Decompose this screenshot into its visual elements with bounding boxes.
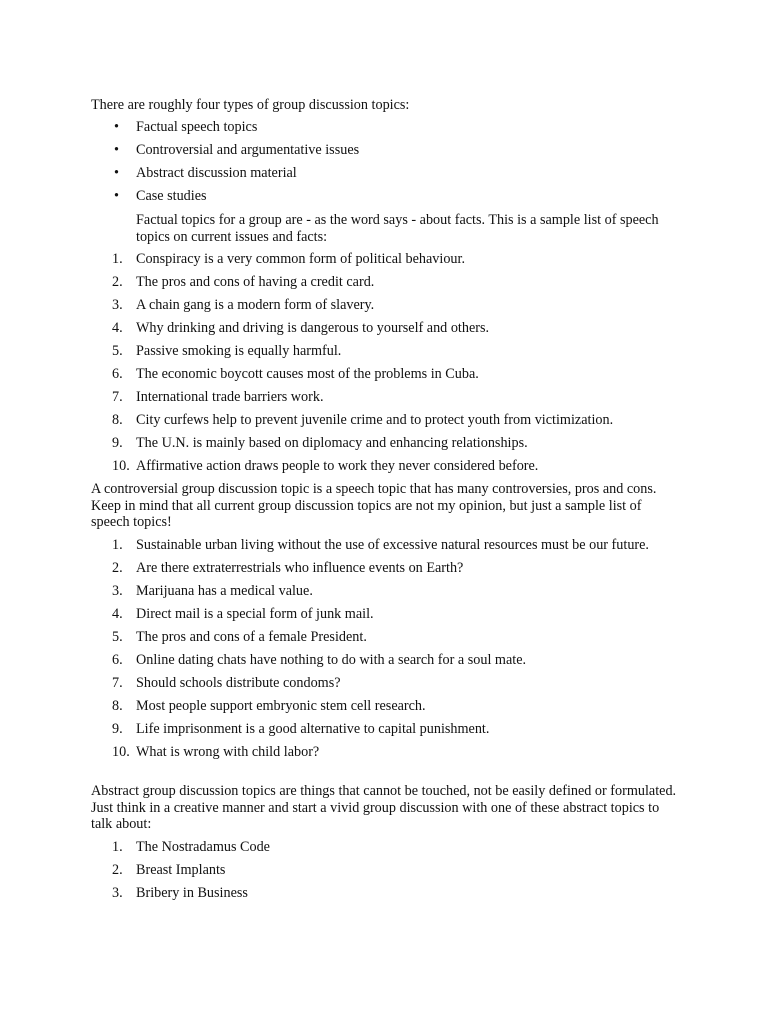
list-item-text: The Nostradamus Code: [136, 839, 270, 855]
bullet-icon: •: [114, 188, 119, 204]
list-item: [0, 274, 690, 291]
list-item: [0, 165, 700, 182]
list-item-text: Case studies: [136, 188, 207, 204]
list-item: [0, 320, 690, 337]
topic-types-list: [0, 119, 700, 211]
list-number: 5.: [112, 343, 123, 359]
list-number: 2.: [112, 862, 123, 878]
list-item: [0, 458, 690, 475]
list-item: [0, 412, 690, 429]
list-item-text: Most people support embryonic stem cell research.: [136, 698, 426, 714]
factual-topics-list: [0, 251, 690, 481]
list-number: 4.: [112, 606, 123, 622]
list-item-text: Online dating chats have nothing to do with a search for a soul mate.: [136, 652, 527, 668]
list-item-text: Life imprisonment is a good alternative to capital punishment.: [136, 721, 490, 737]
list-item: [0, 188, 700, 205]
list-number: 9.: [112, 721, 123, 737]
list-item-text: Marijuana has a medical value.: [136, 583, 313, 599]
list-item-text: Breast Implants: [136, 862, 226, 878]
factual-intro-paragraph: Factual topics for a group are - as the word says - about facts. This is a sample list of speech topics on current issues and facts:: [136, 212, 659, 245]
list-number: 2.: [112, 560, 123, 576]
list-number: 3.: [112, 297, 123, 313]
abstract-intro-paragraph: Abstract group discussion topics are things that cannot be touched, not be easily defined or formulated. Just think in a creative manner and start a vivid group discussion with one of these abstract topics to talk about:: [91, 783, 677, 832]
list-number: 7.: [112, 675, 123, 691]
list-number: 8.: [112, 698, 123, 714]
bullet-icon: •: [114, 119, 119, 135]
list-item: [0, 885, 690, 902]
list-item-text: Direct mail is a special form of junk mail.: [136, 606, 374, 622]
list-item-text: The pros and cons of a female President.: [136, 629, 367, 645]
list-item: [0, 297, 690, 314]
list-item-text: Sustainable urban living without the use of excessive natural resources must be our future.: [136, 537, 649, 553]
list-item: [0, 839, 690, 856]
list-number: 1.: [112, 251, 123, 267]
list-item: [0, 560, 690, 577]
list-item-text: The pros and cons of having a credit card.: [136, 274, 375, 290]
list-number: 4.: [112, 320, 123, 336]
list-item-text: Are there extraterrestrials who influence events on Earth?: [136, 560, 464, 576]
list-item: [0, 744, 690, 761]
controversial-intro-paragraph: A controversial group discussion topic is a speech topic that has many controversies, pros and cons. Keep in mind that all current group discussion topics are not my opinion, but just a sample list of speech topics!: [91, 481, 657, 530]
list-item: [0, 537, 690, 554]
list-item: [0, 721, 690, 738]
list-item: [0, 652, 690, 669]
list-item-text: Abstract discussion material: [136, 165, 297, 181]
list-number: 1.: [112, 537, 123, 553]
list-item: [0, 862, 690, 879]
list-number: 6.: [112, 366, 123, 382]
list-item: [0, 389, 690, 406]
list-item: [0, 698, 690, 715]
list-number: 7.: [112, 389, 123, 405]
list-item-text: Should schools distribute condoms?: [136, 675, 341, 691]
list-number: 9.: [112, 435, 123, 451]
list-item-text: The economic boycott causes most of the problems in Cuba.: [136, 366, 479, 382]
list-item: [0, 119, 700, 136]
list-number: 3.: [112, 583, 123, 599]
list-item-text: Passive smoking is equally harmful.: [136, 343, 342, 359]
list-item: [0, 343, 690, 360]
list-item-text: Conspiracy is a very common form of political behaviour.: [136, 251, 465, 267]
list-item: [0, 629, 690, 646]
list-item: [0, 142, 700, 159]
list-item-text: Why drinking and driving is dangerous to yourself and others.: [136, 320, 490, 336]
list-number: 6.: [112, 652, 123, 668]
list-number: 5.: [112, 629, 123, 645]
list-item: [0, 583, 690, 600]
list-item: [0, 675, 690, 692]
list-number: 2.: [112, 274, 123, 290]
intro-paragraph: There are roughly four types of group discussion topics:: [91, 97, 410, 113]
list-item-text: The U.N. is mainly based on diplomacy and enhancing relationships.: [136, 435, 528, 451]
list-item-text: City curfews help to prevent juvenile crime and to protect youth from victimization.: [136, 412, 614, 428]
list-item-text: International trade barriers work.: [136, 389, 324, 405]
list-number: 1.: [112, 839, 123, 855]
list-item-text: Bribery in Business: [136, 885, 248, 901]
abstract-topics-list: [0, 839, 690, 908]
list-item-text: Factual speech topics: [136, 119, 258, 135]
list-item-text: Controversial and argumentative issues: [136, 142, 360, 158]
list-item-text: What is wrong with child labor?: [136, 744, 320, 760]
list-number: 3.: [112, 885, 123, 901]
list-item-text: A chain gang is a modern form of slavery.: [136, 297, 375, 313]
list-number: 10.: [112, 744, 130, 760]
list-number: 8.: [112, 412, 123, 428]
list-item: [0, 606, 690, 623]
bullet-icon: •: [114, 142, 119, 158]
list-item: [0, 251, 690, 268]
list-item: [0, 366, 690, 383]
bullet-icon: •: [114, 165, 119, 181]
list-number: 10.: [112, 458, 130, 474]
controversial-topics-list: [0, 537, 690, 767]
list-item-text: Affirmative action draws people to work they never considered before.: [136, 458, 539, 474]
list-item: [0, 435, 690, 452]
